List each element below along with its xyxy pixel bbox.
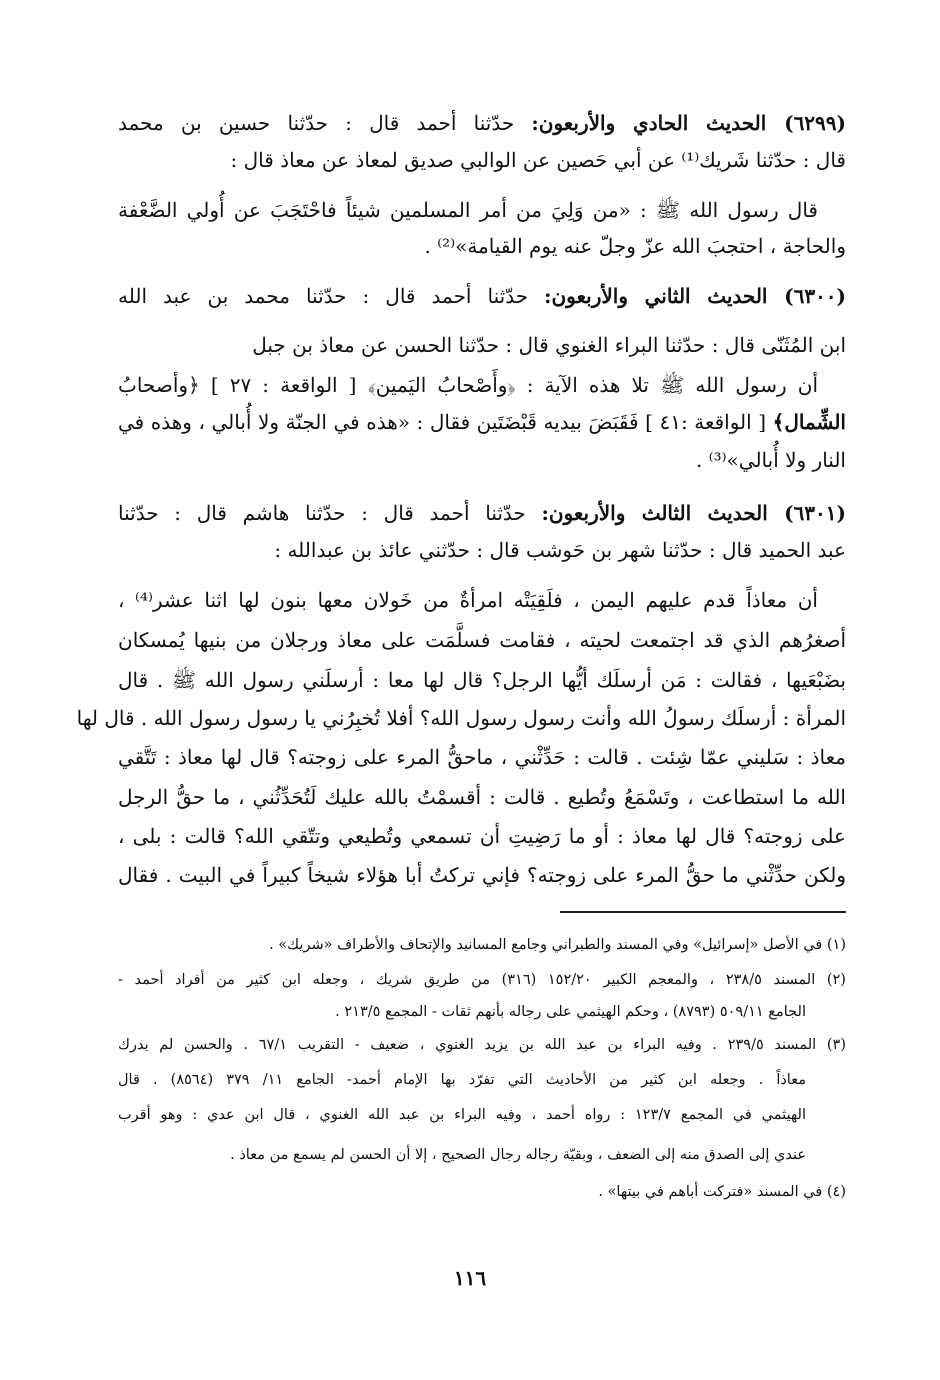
footnote-line: الهيثمي في المجمع ١٢٣/٧ : رواه أحمد ، وفيه البراء بن عبد الله الغنوي ، قال ابن عدي : وهو أقرب bbox=[118, 1107, 807, 1123]
line-text: والحاجة ، احتجبَ الله عزّ وجلّ عنه يوم القيامة»⁽²⁾ . bbox=[424, 234, 846, 258]
footnote-line: (١) في الأصل «إسرائيل» وفي المسند والطبراني وجامع المسانيد والإتحاف والأطراف «شريك» . bbox=[269, 937, 846, 953]
footnote-line: (٣) المسند ٢٣٩/٥ . وفيه البراء بن عبد الله بن يزيد الغنوي ، ضعيف - التقريب ٦٧/١ . والحسن لم يدرك bbox=[118, 1037, 846, 1053]
line-text: الله ما استطاعت ، وتَسْمَعُ وتُطيع . قالت : أقسمْتُ بالله عليك لَتُحَدِّثُني ، ما حقُّ الرجل bbox=[118, 785, 846, 809]
text-line bbox=[118, 407, 846, 437]
hadith-heading: الشِّمال﴾ bbox=[772, 410, 846, 434]
line-text: قال : حدّثنا شَريك⁽¹⁾ عن أبي حَصين عن الوالبي صديق لمعاذ عن معاذ قال : bbox=[230, 148, 846, 172]
line-text: النار ولا أُبالي»⁽³⁾ . bbox=[695, 448, 846, 472]
text-line bbox=[118, 145, 846, 175]
line-text: ابن المُثَنّى قال : حدّثنا البراء الغنوي قال : حدّثنا الحسن عن معاذ بن جبل bbox=[252, 333, 846, 357]
line-text: ولكن حدِّثْني ما حقُّ المرء على زوجته؟ فإني تركتُ أبا هؤلاء شيخاً كبيراً في البيت . فقال bbox=[118, 863, 846, 887]
line-text: عبد الحميد قال : حدّثنا شهر بن حَوشب قال : حدّثني عائذ بن عبدالله : bbox=[274, 538, 846, 562]
text-line bbox=[118, 330, 846, 360]
text-line bbox=[118, 445, 846, 475]
text-line bbox=[118, 665, 846, 695]
line-text: قال رسول الله ﷺ : «من وَلِيَ من أمر المسلمين شيئاً فاحْتَجَبَ عن أُولي الضَّعْفة bbox=[118, 198, 818, 222]
footnote-line: (٢) المسند ٢٣٨/٥ ، والمعجم الكبير ١٥٢/٢٠ (٣١٦) من طريق شريك ، وجعله ابن كثير من أفراد أحمد - bbox=[118, 972, 846, 988]
page-number: ١١٦ bbox=[453, 1266, 487, 1290]
text-line bbox=[118, 742, 846, 772]
hadith-heading: (٦٣٠١) الحديث الثالث والأربعون: bbox=[541, 501, 846, 525]
line-text: بضَبْعَيها ، فقالت : مَن أرسلَك أيُّها الرجل؟ قال لها معا : أرسلَني رسول الله ﷺ . قال bbox=[118, 668, 846, 692]
line-text: حدّثنا أحمد قال : حدّثنا هاشم قال : حدّثنا bbox=[118, 501, 542, 525]
line-text: أصغرُهم الذي قد اجتمعت لحيته ، فقامت فسلَّمَت على معاذ ورجلان من بنيها يُمسكان bbox=[118, 628, 847, 652]
text-line bbox=[118, 231, 846, 261]
footnote-separator bbox=[560, 911, 846, 913]
text-line bbox=[118, 821, 846, 851]
text-line bbox=[118, 625, 846, 655]
line-text: المرأة : أرسلَك رسولُ الله وأنت رسول رسول الله؟ أفلا تُخبِرُني يا رسول رسول الله . قال لها bbox=[76, 706, 846, 730]
line-text: حدّثنا أحمد قال : حدّثنا محمد بن عبد الله bbox=[118, 284, 545, 308]
footnote-line: الجامع ٥٠٩/١١ (٨٧٩٣) ، وحكم الهيثمي على رجاله بأنهم ثقات - المجمع ٢١٣/٥ . bbox=[335, 1004, 806, 1020]
footnote-line: عندي إلى الصدق منه إلى الضعف ، وبقيّة رجاله رجال الصحيح ، إلا أن الحسن لم يسمع من معاذ . bbox=[230, 1147, 806, 1163]
footnote-line: معاذاً . وجعله ابن كثير من الأحاديث التي تفرّد بها الإمام أحمد- الجامع ١١/ ٣٧٩ (٨٥٦٤) . قال bbox=[118, 1072, 806, 1088]
line-text: أن رسول الله ﷺ تلا هذه الآية : ﴿وأَصْحابُ اليَمين﴾ [ الواقعة : ٢٧ ] ﴿وأصحابُ bbox=[118, 373, 819, 397]
line-text: [ الواقعة :٤١ ] فَقَبَضَ بيديه قَبْضَتَين فقال : «هذه في الجنّة ولا أُبالي ، وهذه في bbox=[118, 410, 773, 434]
text-line bbox=[76, 703, 846, 733]
footnote-line: (٤) في المسند «فتركت أباهم في بيتها» . bbox=[598, 1184, 846, 1200]
text-line bbox=[118, 860, 846, 890]
text-line bbox=[118, 108, 846, 138]
text-line bbox=[118, 370, 846, 400]
line-text: أن معاذاً قدم عليهم اليمن ، فلَقِيَتْه امرأةٌ من خَولان معها بنون لها اثنا عشر⁽⁴⁾ ، bbox=[118, 588, 818, 612]
line-text: حدّثنا أحمد قال : حدّثنا حسين بن محمد bbox=[118, 111, 532, 135]
text-line bbox=[118, 195, 846, 225]
line-text: معاذ : سَليني عمّا شِئت . قالت : حَدِّثْني ، ماحقُّ المرء على زوجته؟ قال لها معاذ : تَتَّقي bbox=[118, 745, 846, 769]
hadith-heading: (٦٢٩٩) الحديث الحادي والأربعون: bbox=[531, 111, 846, 135]
text-line bbox=[118, 498, 846, 528]
text-line bbox=[118, 281, 846, 311]
text-line bbox=[118, 535, 846, 565]
text-line bbox=[118, 782, 846, 812]
hadith-heading: (٦٣٠٠) الحديث الثاني والأربعون: bbox=[544, 284, 847, 308]
text-line bbox=[118, 585, 846, 615]
line-text: على زوجته؟ قال لها معاذ : أو ما رَضِيتِ أن تسمعي وتُطيعي وتتّقي الله؟ قالت : بلى ، bbox=[118, 824, 846, 848]
